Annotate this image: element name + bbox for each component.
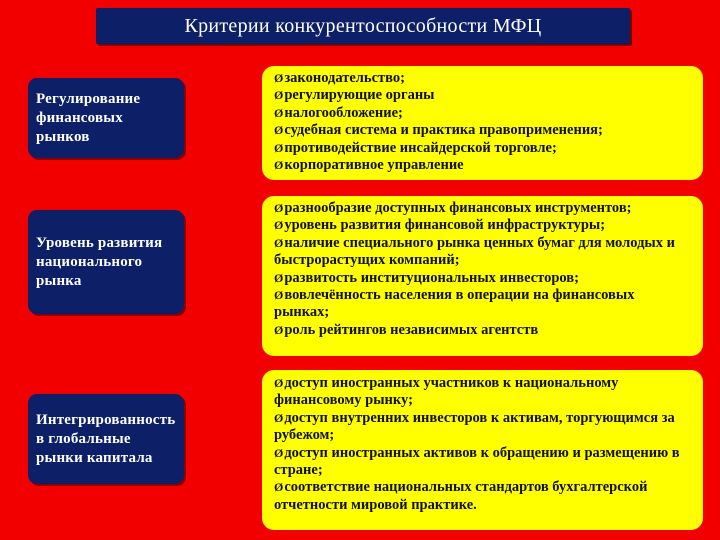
criterion-box-market-development xyxy=(28,210,184,314)
details-list xyxy=(274,70,693,174)
page-title: Критерии конкурентоспособности МФЦ xyxy=(184,14,542,37)
details-list xyxy=(274,375,693,514)
arrow-bullet-icon: Ø xyxy=(274,322,284,337)
arrow-bullet-icon: Ø xyxy=(274,88,284,103)
criterion-box-global-integration xyxy=(28,394,184,484)
criterion-label: Регулирование финансовых рынков xyxy=(36,90,141,145)
criterion-label: Интегрированность в глобальные рынки капитала xyxy=(36,411,176,466)
arrow-bullet-icon: Ø xyxy=(274,140,284,155)
arrow-bullet-icon: Ø xyxy=(274,123,284,138)
details-list xyxy=(274,200,693,339)
arrow-bullet-icon: Ø xyxy=(274,445,284,460)
list-item: Øроль рейтингов независимых агентств xyxy=(274,321,539,338)
list-item: Øдоступ иностранных активов к обращению и размещению в стране; xyxy=(274,444,680,479)
details-box-global-integration xyxy=(262,370,703,530)
list-item: Øзаконодательство; xyxy=(274,70,405,86)
list-item: Øкорпоративное управление xyxy=(274,157,464,174)
list-item: Øсудебная система и практика правоприменения; xyxy=(274,122,603,139)
arrow-bullet-icon: Ø xyxy=(274,480,284,495)
list-item: Øрегулирующие органы xyxy=(274,87,435,104)
list-item: Øдоступ внутренних инвесторов к активам, торгующимся за рубежом; xyxy=(274,409,675,444)
list-item: Øразвитость институциональных инвесторов; xyxy=(274,269,579,286)
arrow-bullet-icon: Ø xyxy=(274,376,284,390)
list-item: Øуровень развития финансовой инфраструктуры; xyxy=(274,217,606,234)
criterion-label: Уровень развития национального рынка xyxy=(36,234,163,289)
list-item: Øсоответствие национальных стандартов бухгалтерской отчетности мировой практике. xyxy=(274,479,648,513)
arrow-bullet-icon: Ø xyxy=(274,235,284,250)
arrow-bullet-icon: Ø xyxy=(274,288,284,303)
arrow-bullet-icon: Ø xyxy=(274,201,284,215)
details-box-market-development xyxy=(262,196,703,356)
arrow-bullet-icon: Ø xyxy=(274,71,284,85)
arrow-bullet-icon: Ø xyxy=(274,270,284,285)
details-box-regulation xyxy=(262,66,703,180)
arrow-bullet-icon: Ø xyxy=(274,410,284,425)
list-item: Øпротиводействие инсайдерской торговле; xyxy=(274,139,557,156)
arrow-bullet-icon: Ø xyxy=(274,218,284,233)
list-item: Øналогообложение; xyxy=(274,104,403,121)
title-banner xyxy=(96,8,630,44)
arrow-bullet-icon: Ø xyxy=(274,158,284,173)
list-item: Øразнообразие доступных финансовых инструментов; xyxy=(274,200,632,216)
list-item: Øдоступ иностранных участников к национальному финансовому рынку; xyxy=(274,375,619,409)
list-item: Øвовлечённость населения в операции на финансовых рынках; xyxy=(274,287,635,321)
arrow-bullet-icon: Ø xyxy=(274,105,284,120)
list-item: Øналичие специального рынка ценных бумаг для молодых и быстрорастущих компаний; xyxy=(274,234,675,269)
criterion-box-regulation xyxy=(28,78,184,158)
